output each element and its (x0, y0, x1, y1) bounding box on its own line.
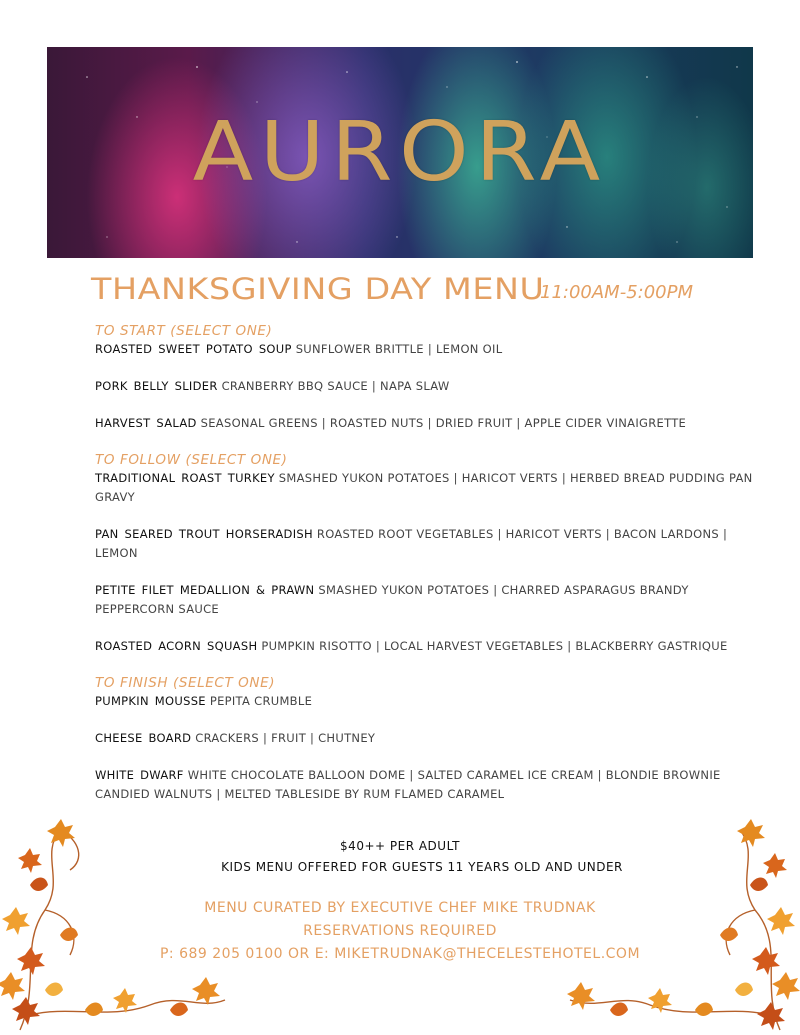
menu-item (95, 581, 755, 619)
dish-name: HARVEST SALAD (95, 416, 197, 430)
dish-description: SMASHED YUKON POTATOES | CHARRED ASPARAGUS BRANDY PEPPERCORN SAUCE (95, 583, 689, 616)
menu-item (95, 377, 755, 396)
section-title: TO FINISH (SELECT ONE) (95, 675, 276, 691)
dish-description: SMASHED YUKON POTATOES | HARICOT VERTS | HERBED BREAD PUDDING PAN GRAVY (95, 471, 753, 504)
chef-credit: MENU CURATED BY EXECUTIVE CHEF MIKE TRUDNAK (204, 900, 596, 916)
dish-description: CRANBERRY BBQ SAUCE | NAPA SLAW (221, 379, 450, 393)
menu-item (95, 729, 755, 748)
dish-name: ROASTED ACORN SQUASH (95, 639, 258, 653)
menu-item (95, 469, 755, 507)
dish-name: PAN SEARED TROUT HORSERADISH (95, 527, 313, 541)
menu-item (95, 692, 755, 711)
menu-item (95, 637, 755, 656)
aurora-banner (47, 47, 753, 258)
dish-description: SUNFLOWER BRITTLE | LEMON OIL (295, 342, 503, 356)
dish-description: ROASTED ROOT VEGETABLES | HARICOT VERTS | BACON LARDONS | LEMON (95, 527, 728, 560)
section-title: TO START (SELECT ONE) (95, 323, 273, 339)
aurora-logo: AURORA (192, 105, 608, 200)
section-title: TO FOLLOW (SELECT ONE) (95, 452, 288, 468)
kids-menu-note: KIDS MENU OFFERED FOR GUESTS 11 YEARS OLD AND UNDER (221, 860, 623, 874)
dish-description: SEASONAL GREENS | ROASTED NUTS | DRIED FRUIT | APPLE CIDER VINAIGRETTE (200, 416, 687, 430)
dish-description: WHITE CHOCOLATE BALLOON DOME | SALTED CARAMEL ICE CREAM | BLONDIE BROWNIE CANDIED WALNUTS | MELTED TABLESIDE BY RUM FLAMED CARAMEL (95, 768, 721, 801)
menu-item (95, 414, 755, 433)
dish-name: ROASTED SWEET POTATO SOUP (95, 342, 292, 356)
dish-description: PUMPKIN RISOTTO | LOCAL HARVEST VEGETABLES | BLACKBERRY GASTRIQUE (261, 639, 728, 653)
dish-description: PEPITA CRUMBLE (209, 694, 313, 708)
dish-name: PORK BELLY SLIDER (95, 379, 218, 393)
dish-name: TRADITIONAL ROAST TURKEY (95, 471, 275, 485)
section-to-follow (95, 451, 755, 656)
reservations-note: RESERVATIONS REQUIRED (303, 923, 497, 939)
menu-item (95, 766, 755, 804)
section-to-finish (95, 674, 755, 804)
dish-description: CRACKERS | FRUIT | CHUTNEY (195, 731, 376, 745)
dish-name: PETITE FILET MEDALLION & PRAWN (95, 583, 315, 597)
dish-name: WHITE DWARF (95, 768, 184, 782)
autumn-leaves-left-icon (0, 815, 230, 1035)
page-title: THANKSGIVING DAY MENU (91, 272, 545, 306)
autumn-leaves-right-icon (560, 815, 800, 1035)
menu-body (95, 322, 755, 822)
dish-name: PUMPKIN MOUSSE (95, 694, 206, 708)
contact-info: P: 689 205 0100 OR E: MIKETRUDNAK@THECELESTEHOTEL.COM (159, 946, 641, 962)
section-to-start (95, 322, 755, 433)
menu-heading (91, 272, 694, 306)
adult-price: $40++ PER ADULT (340, 839, 460, 853)
menu-item (95, 340, 755, 359)
dish-name: CHEESE BOARD (95, 731, 192, 745)
menu-item (95, 525, 755, 563)
service-hours: 11:00AM-5:00PM (540, 282, 694, 303)
